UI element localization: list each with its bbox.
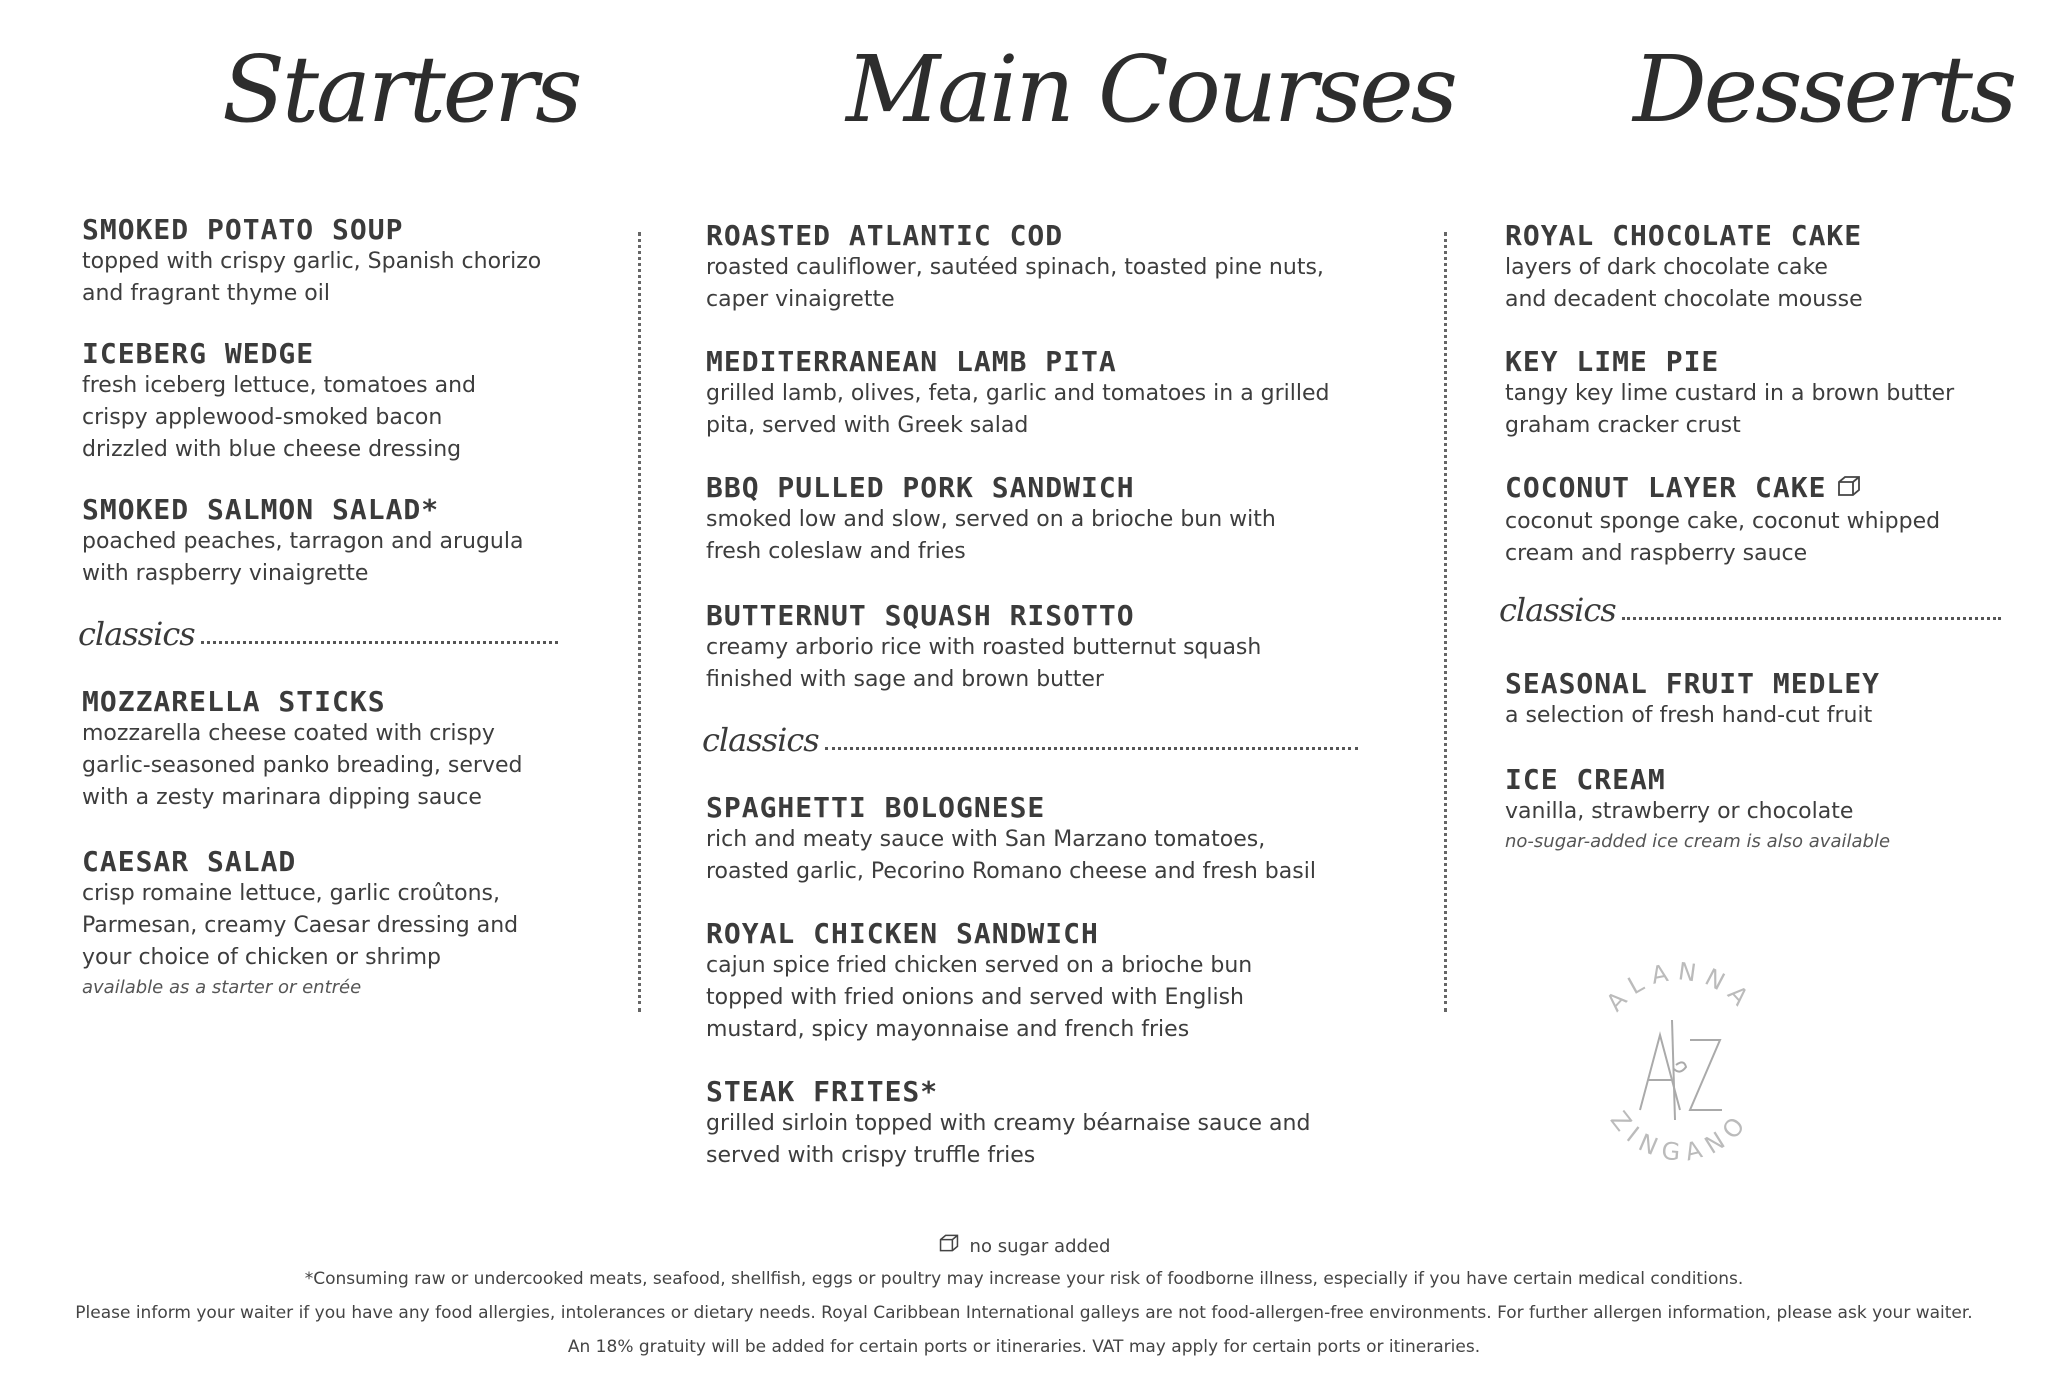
item-name: ROYAL CHICKEN SANDWICH	[706, 917, 1099, 950]
menu-item	[82, 338, 602, 466]
footer	[0, 1232, 2048, 1364]
desserts-heading: Desserts	[1633, 36, 2015, 143]
dotted-rule	[1622, 617, 2001, 620]
classics-divider	[702, 714, 1358, 760]
starters-heading: Starters	[222, 36, 580, 143]
classics-divider	[78, 608, 558, 654]
menu-item	[1505, 764, 2005, 856]
item-name: BBQ PULLED PORK SANDWICH	[706, 471, 1135, 504]
menu-item	[706, 600, 1386, 696]
menu-item	[82, 494, 602, 590]
item-name-row	[1505, 472, 2005, 506]
item-name: BUTTERNUT SQUASH RISOTTO	[706, 599, 1135, 632]
column-divider	[1444, 232, 1447, 1012]
menu-item	[1505, 472, 2005, 570]
item-name: MEDITERRANEAN LAMB PITA	[706, 345, 1117, 378]
menu-item	[1505, 668, 2005, 732]
item-description: smoked low and slow, served on a brioche bun with fresh coleslaw and fries	[706, 507, 1276, 564]
svg-text:ZINGANO	[1605, 1106, 1756, 1167]
no-sugar-added-label: no sugar added	[969, 1236, 1111, 1257]
item-note: no-sugar-added ice cream is also available	[1505, 831, 1891, 852]
menu-item	[706, 918, 1386, 1046]
item-name: ROASTED ATLANTIC COD	[706, 219, 1064, 252]
classics-label: classics	[702, 721, 819, 759]
item-description: a selection of fresh hand-cut fruit	[1505, 703, 1873, 728]
classics-label: classics	[78, 615, 195, 653]
logo-top-text: ALANNA	[1600, 960, 1760, 1017]
item-note: available as a starter or entrée	[82, 977, 362, 998]
gratuity-disclaimer: An 18% gratuity will be added for certain ports or itineraries. VAT may apply for certain ports or itineraries.	[567, 1337, 1481, 1357]
menu-item	[706, 1076, 1386, 1172]
item-name: ICEBERG WEDGE	[82, 337, 315, 370]
no-sugar-added-icon	[1836, 473, 1862, 506]
item-name: ROYAL CHOCOLATE CAKE	[1505, 219, 1863, 252]
item-description: grilled lamb, olives, feta, garlic and tomatoes in a grilled pita, served with Greek salad	[706, 381, 1330, 438]
menu-item	[82, 214, 602, 310]
item-description: fresh iceberg lettuce, tomatoes and crispy applewood-smoked bacon drizzled with blue cheese dressing	[82, 373, 477, 462]
no-sugar-added-legend	[0, 1232, 2048, 1262]
item-description: creamy arborio rice with roasted butternut squash finished with sage and brown butter	[706, 635, 1262, 692]
menu-item	[1505, 346, 2005, 442]
menu-item	[706, 346, 1386, 442]
dotted-rule	[825, 747, 1358, 750]
menu-item	[82, 846, 602, 1002]
monogram-icon	[1640, 1020, 1722, 1120]
allergen-disclaimer: Please inform your waiter if you have any food allergies, intolerances or dietary needs. Royal Caribbean International galleys are not food-allergen-free environments. For further allergen information, please ask your waiter.	[75, 1303, 1973, 1323]
item-description: cajun spice fried chicken served on a brioche bun topped with fried onions and served with English mustard, spicy mayonnaise and french fries	[706, 953, 1253, 1042]
menu-item	[82, 686, 602, 814]
classics-divider	[1499, 584, 2001, 630]
no-sugar-added-icon	[938, 1232, 960, 1262]
item-name: SMOKED POTATO SOUP	[82, 213, 404, 246]
food-safety-disclaimer: *Consuming raw or undercooked meats, seafood, shellfish, eggs or poultry may increase your risk of foodborne illness, especially if you have certain medical conditions.	[304, 1269, 1744, 1289]
menu-item	[706, 472, 1386, 568]
item-name: SPAGHETTI BOLOGNESE	[706, 791, 1046, 824]
item-name: COCONUT LAYER CAKE	[1505, 471, 1827, 504]
classics-label: classics	[1499, 591, 1616, 629]
item-name: SMOKED SALMON SALAD*	[82, 493, 440, 526]
item-name: CAESAR SALAD	[82, 845, 297, 878]
item-description: roasted cauliflower, sautéed spinach, toasted pine nuts, caper vinaigrette	[706, 255, 1324, 312]
item-name: STEAK FRITES*	[706, 1075, 939, 1108]
item-name: KEY LIME PIE	[1505, 345, 1720, 378]
column-divider	[638, 232, 641, 1012]
item-description: rich and meaty sauce with San Marzano tomatoes, roasted garlic, Pecorino Romano cheese and fresh basil	[706, 827, 1316, 884]
item-description: mozzarella cheese coated with crispy garlic-seasoned panko breading, served with a zesty marinara dipping sauce	[82, 721, 523, 810]
item-description: vanilla, strawberry or chocolate	[1505, 799, 1854, 824]
item-description: topped with crispy garlic, Spanish chorizo and fragrant thyme oil	[82, 249, 542, 306]
main-courses-heading: Main Courses	[846, 36, 1455, 143]
item-name: SEASONAL FRUIT MEDLEY	[1505, 667, 1881, 700]
dotted-rule	[201, 641, 558, 644]
item-description: tangy key lime custard in a brown butter graham cracker crust	[1505, 381, 1955, 438]
menu-item	[706, 792, 1386, 888]
item-description: layers of dark chocolate cake and decadent chocolate mousse	[1505, 255, 1863, 312]
item-name: MOZZARELLA STICKS	[82, 685, 386, 718]
item-description: grilled sirloin topped with creamy béarnaise sauce and served with crispy truffle fries	[706, 1111, 1311, 1168]
item-description: poached peaches, tarragon and arugula with raspberry vinaigrette	[82, 529, 524, 586]
svg-text:ALANNA	[1601, 960, 1759, 1017]
menu-item	[706, 220, 1386, 316]
item-description: coconut sponge cake, coconut whipped cream and raspberry sauce	[1505, 508, 1941, 566]
menu-item	[1505, 220, 2005, 316]
item-name: ICE CREAM	[1505, 763, 1666, 796]
alanna-zingano-logo	[1580, 960, 1780, 1180]
item-description: crisp romaine lettuce, garlic croûtons, Parmesan, creamy Caesar dressing and your choice of chicken or shrimp	[82, 881, 519, 970]
logo-bottom-text: ZINGANO	[1604, 1105, 1756, 1167]
